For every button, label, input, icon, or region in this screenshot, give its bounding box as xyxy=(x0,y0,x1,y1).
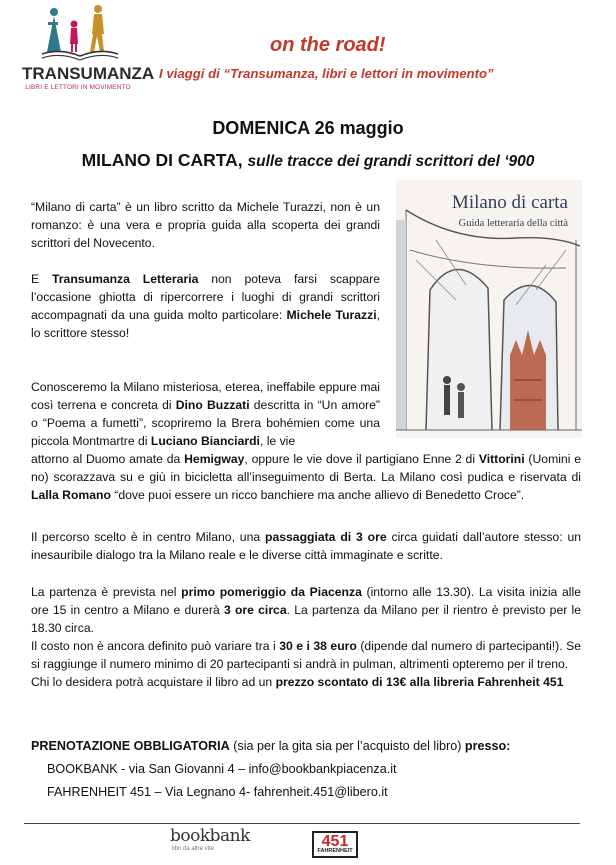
text-run: descritta in “Un amore” o “Poema a fumetti”, scopriremo la Brera bohémien come una piccola Montmartre di xyxy=(31,398,380,448)
text-run: Il costo non è ancora definito può variare tra i xyxy=(31,639,280,653)
michele-turazzi: Michele Turazzi xyxy=(286,308,377,322)
primo-pomeriggio: primo pomeriggio da Piacenza xyxy=(181,585,362,599)
subtagline: I viaggi di “Transumanza, libri e lettori in movimento” xyxy=(159,66,494,81)
booking-heading xyxy=(31,739,510,753)
badge-label: FAHRENHEIT xyxy=(317,848,353,854)
logo-subtitle: LIBRI E LETTORI IN MOVIMENTO xyxy=(25,84,131,91)
logo-wordmark: TRANSUMANZA xyxy=(22,64,155,83)
readers-silhouette-icon xyxy=(40,4,120,66)
event-title-bold: MILANO DI CARTA, xyxy=(81,150,243,170)
text-run: Chi lo desidera potrà acquistare il libro ad un xyxy=(31,675,276,689)
tagline: on the road! xyxy=(270,34,386,56)
text-run: (intorno alle 13.30). La visita inizia alle ore 15 in centro a Milano e durerà xyxy=(31,585,581,617)
footer-divider xyxy=(24,823,580,824)
event-title-italic: sulle tracce dei grandi scrittori del ‘900 xyxy=(247,153,535,170)
text-run: , oppure le vie dove il partigiano Enne 2 di xyxy=(244,452,479,466)
text-run: “dove puoi essere un ricco banchiere ma anche allievo di Benedetto Croce”. xyxy=(110,488,525,502)
luciano-bianciardi: Luciano Bianciardi xyxy=(150,434,260,448)
event-title xyxy=(0,150,616,171)
text-run: E xyxy=(31,272,53,286)
paragraph-authors-1 xyxy=(31,378,380,450)
paragraph-intro xyxy=(31,198,380,252)
intro-text: “Milano di carta” è un libro scritto da Michele Turazzi, non è un romanzo: è una vera e propria guida alla scoperta dei grandi scrittori del Novecento. xyxy=(31,200,380,250)
text-run: (Uomini e no) scorazzava su e giù in bicicletta all’inseguimento di Berta. La Milano così pudica e riservata di xyxy=(31,452,581,484)
discount-offer: prezzo scontato di 13€ alla libreria Fahrenheit 451 xyxy=(275,675,564,689)
fahrenheit-451-logo xyxy=(312,831,358,858)
text-run: Conosceremo la Milano misteriosa, eterea, ineffabile eppure mai così terrena e concreta di xyxy=(31,380,380,412)
paragraph-percorso xyxy=(31,528,581,564)
text-run: circa guidati dall’autore stesso: un inesauribile dialogo tra la Milano reale e le diverse città immaginate e scritte. xyxy=(31,530,582,562)
text-run: attorno al Duomo amate da xyxy=(31,452,185,466)
tre-ore-circa: 3 ore circa xyxy=(223,603,287,617)
lalla-romano: Lalla Romano xyxy=(31,488,111,502)
booking-note: (sia per la gita sia per l’acquisto del libro) xyxy=(229,739,465,753)
address-fahrenheit: FAHRENHEIT 451 – Via Legnano 4- fahrenheit.451@libero.it xyxy=(47,785,388,799)
booking-presso: presso: xyxy=(464,739,511,753)
passaggiata-3-ore: passaggiata di 3 ore xyxy=(265,530,387,544)
paragraph-authors-2 xyxy=(31,450,581,504)
text-run: (dipende dal numero di partecipanti!). Se si raggiunge il numero minimo di 20 partecipanti si andrà in pulman, altrimenti opteremo per il treno. xyxy=(31,639,582,671)
dino-buzzati: Dino Buzzati xyxy=(175,398,250,412)
bookbank-logo: bookbank xyxy=(170,826,250,846)
text-run: , le vie xyxy=(259,434,296,448)
transumanza-letteraria: Transumanza Letteraria xyxy=(52,272,199,286)
badge-number: 451 xyxy=(321,833,349,850)
vittorini: Vittorini xyxy=(478,452,525,466)
transumanza-logo xyxy=(22,4,155,96)
event-date: DOMENICA 26 maggio xyxy=(212,118,404,138)
hemigway: Hemigway xyxy=(184,452,245,466)
text-run: La partenza è prevista nel xyxy=(31,585,182,599)
book-cover-title: Milano di carta xyxy=(451,192,568,213)
book-cover-image xyxy=(396,180,582,438)
text-run: non poteva farsi scappare l’occasione ghiotta di ripercorrere i luoghi di grandi scrittori accompagnati da una guida molto particolare: xyxy=(31,272,381,322)
address-bookbank: BOOKBANK - via San Giovanni 4 – info@bookbankpiacenza.it xyxy=(47,762,397,776)
text-run: Il percorso scelto è in centro Milano, una xyxy=(31,530,266,544)
bookbank-logo-tagline: libri da altre vite xyxy=(172,846,215,852)
book-cover-subtitle: Guida letteraria della città xyxy=(458,218,568,229)
booking-label: PRENOTAZIONE OBBLIGATORIA xyxy=(31,739,230,753)
text-run: . La partenza da Milano per il rientro è previsto per le 18.30 circa. xyxy=(31,603,581,635)
cost-range: 30 e i 38 euro xyxy=(279,639,357,653)
paragraph-transumanza xyxy=(31,270,380,342)
paragraph-logistics xyxy=(31,583,581,691)
text-run: , lo scrittore stesso! xyxy=(31,308,381,340)
